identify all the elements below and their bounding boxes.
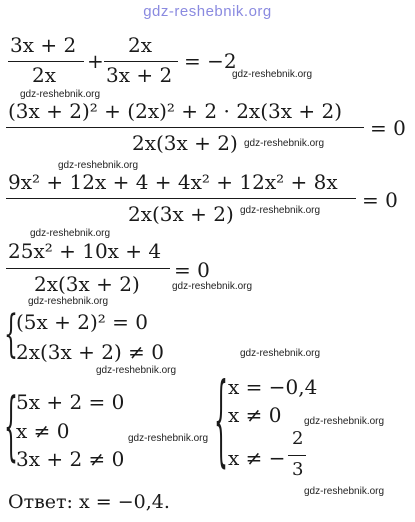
system3-fraction-bar (288, 455, 306, 456)
system2-brace: { (4, 387, 18, 472)
step4-fraction-bar (6, 268, 170, 269)
step1-num1: 3x + 2 (10, 33, 77, 57)
system2-line1: 5x + 2 = 0 (16, 390, 125, 414)
step4-rhs: = 0 (174, 258, 210, 282)
step2-rhs: = 0 (370, 116, 406, 140)
watermark: gdz-reshebnik.org (304, 486, 385, 497)
system3-line2: x ≠ 0 (228, 403, 282, 427)
step4-numerator: 25x² + 10x + 4 (8, 239, 162, 263)
watermark: gdz-reshebnik.org (128, 433, 209, 444)
system3-frac-num: 2 (292, 428, 304, 449)
watermark: gdz-reshebnik.org (30, 228, 111, 239)
site-title[interactable]: gdz-reshebnik.org (143, 3, 272, 20)
system1-line1: (5x + 2)² = 0 (16, 310, 149, 334)
system1-line2: 2x(3x + 2) ≠ 0 (16, 340, 165, 364)
step2-numerator: (3x + 2)² + (2x)² + 2 · 2x(3x + 2) (8, 99, 343, 123)
system2-line3: 3x + 2 ≠ 0 (16, 447, 125, 471)
watermark: gdz-reshebnik.org (96, 365, 177, 376)
step1-plus: + (87, 49, 104, 73)
watermark: gdz-reshebnik.org (172, 281, 253, 292)
system2-line2: x ≠ 0 (16, 419, 70, 443)
step3-fraction-bar (6, 198, 356, 199)
watermark: gdz-reshebnik.org (240, 205, 321, 216)
step2-denominator: 2x(3x + 2) (132, 131, 238, 155)
watermark: gdz-reshebnik.org (244, 138, 325, 149)
step1-den2: 3x + 2 (106, 63, 173, 87)
watermark: gdz-reshebnik.org (28, 296, 109, 307)
watermark: gdz-reshebnik.org (58, 160, 139, 171)
system3-line3-prefix: x ≠ − (228, 446, 286, 470)
system3-line1: x = −0,4 (228, 375, 318, 399)
step3-denominator: 2x(3x + 2) (128, 202, 234, 226)
system3-frac-den: 3 (292, 459, 304, 480)
step1-num2: 2x (128, 33, 153, 57)
watermark: gdz-reshebnik.org (20, 89, 101, 100)
step1-rhs: = −2 (184, 49, 237, 73)
watermark: gdz-reshebnik.org (240, 348, 321, 359)
step4-denominator: 2x(3x + 2) (34, 272, 140, 296)
watermark: gdz-reshebnik.org (304, 416, 385, 427)
step1-den1: 2x (32, 63, 57, 87)
answer: Ответ: x = −0,4. (8, 491, 170, 513)
step3-numerator: 9x² + 12x + 4 + 4x² + 12x² + 8x (8, 170, 338, 194)
system3-brace: { (214, 368, 228, 481)
system1-brace: { (4, 307, 18, 365)
step2-fraction-bar (6, 127, 364, 128)
step3-rhs: = 0 (362, 188, 398, 212)
watermark: gdz-reshebnik.org (232, 69, 313, 80)
